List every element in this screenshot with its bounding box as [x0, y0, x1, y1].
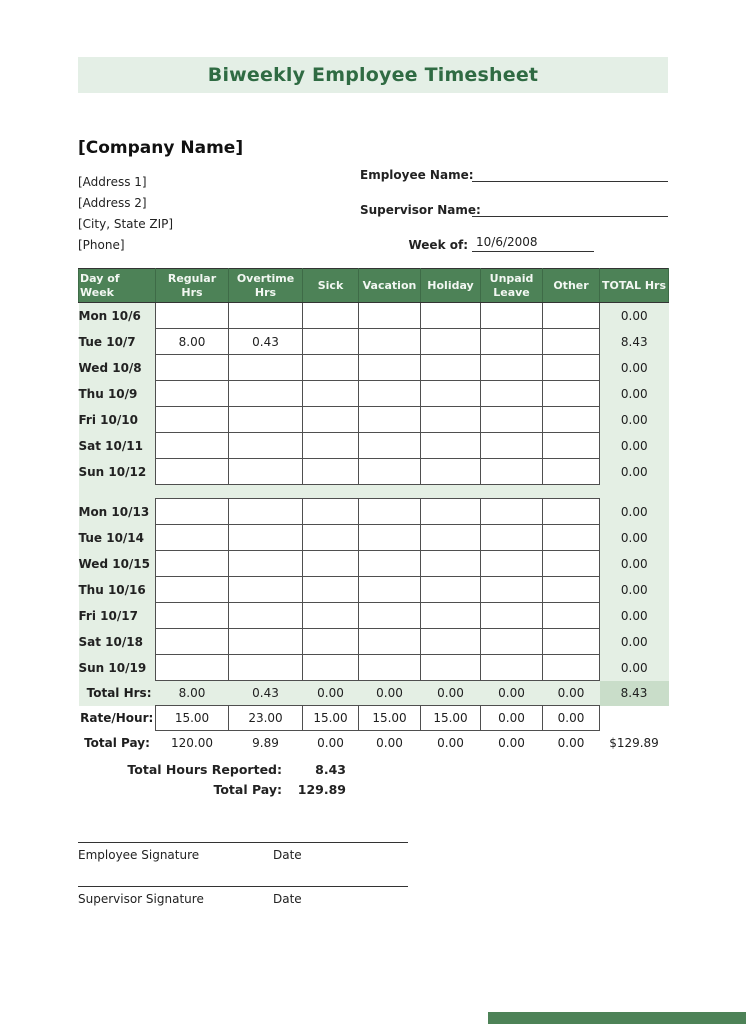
day-total: 0.00	[600, 603, 669, 629]
summary-block	[78, 760, 346, 800]
hours-cell[interactable]	[421, 603, 481, 629]
day-total: 0.00	[600, 525, 669, 551]
hours-cell[interactable]	[481, 459, 543, 485]
total-hrs-value: 0.00	[543, 681, 600, 706]
summary-total-pay-label: Total Pay:	[213, 782, 282, 797]
rate-hour-cell[interactable]: 0.00	[481, 706, 543, 731]
hours-cell[interactable]	[303, 407, 359, 433]
hours-cell[interactable]	[543, 629, 600, 655]
hours-cell[interactable]	[481, 381, 543, 407]
hours-cell[interactable]	[543, 381, 600, 407]
total-hrs-label: Total Hrs:	[79, 681, 156, 706]
hours-cell[interactable]	[481, 499, 543, 525]
signatures-block	[78, 842, 408, 930]
hours-cell[interactable]	[421, 407, 481, 433]
day-label: Thu 10/9	[79, 381, 156, 407]
hours-cell[interactable]	[421, 525, 481, 551]
day-total: 8.43	[600, 329, 669, 355]
employee-name-row	[360, 160, 668, 182]
hours-cell[interactable]	[229, 525, 303, 551]
week-gap-row	[79, 485, 669, 499]
company-phone: [Phone]	[78, 238, 125, 252]
hours-cell[interactable]	[481, 433, 543, 459]
summary-total-pay-value: 129.89	[297, 782, 346, 797]
supervisor-signature-line[interactable]	[78, 886, 408, 887]
hours-cell[interactable]	[481, 329, 543, 355]
hours-cell[interactable]	[229, 381, 303, 407]
week-gap-cell	[156, 485, 229, 499]
employee-signature-label: Employee Signature	[78, 848, 200, 862]
employee-signature-block	[78, 842, 408, 862]
day-total: 0.00	[600, 577, 669, 603]
week-gap-cell	[481, 485, 543, 499]
hours-cell[interactable]	[303, 655, 359, 681]
company-city-state-zip: [City, State ZIP]	[78, 217, 174, 231]
week-gap-cell	[229, 485, 303, 499]
table-row	[79, 577, 669, 603]
hours-cell[interactable]	[229, 459, 303, 485]
summary-total-pay-line	[78, 780, 346, 800]
employee-signature-date-label: Date	[273, 848, 302, 862]
day-total: 0.00	[600, 459, 669, 485]
hours-cell[interactable]	[229, 629, 303, 655]
table-row	[79, 407, 669, 433]
supervisor-name-row	[360, 195, 668, 217]
table-row	[79, 381, 669, 407]
hours-cell[interactable]	[421, 329, 481, 355]
hours-cell[interactable]	[543, 433, 600, 459]
hours-cell[interactable]	[359, 525, 421, 551]
hours-cell[interactable]	[359, 303, 421, 329]
rate-hour-cell[interactable]: 15.00	[156, 706, 229, 731]
hours-cell[interactable]	[481, 603, 543, 629]
hours-cell[interactable]	[229, 655, 303, 681]
hours-cell[interactable]	[481, 655, 543, 681]
day-label: Thu 10/16	[79, 577, 156, 603]
total-hrs-value: 0.00	[359, 681, 421, 706]
day-total: 0.00	[600, 655, 669, 681]
total-hrs-value: 0.00	[481, 681, 543, 706]
table-row	[79, 603, 669, 629]
company-address2: [Address 2]	[78, 196, 147, 210]
hours-cell[interactable]	[481, 525, 543, 551]
table-body	[79, 303, 669, 756]
total-hours-reported-line	[78, 760, 346, 780]
hours-cell[interactable]	[359, 459, 421, 485]
hours-cell[interactable]	[156, 577, 229, 603]
total-pay-value: 0.00	[421, 731, 481, 756]
rate-hour-cell[interactable]: 15.00	[359, 706, 421, 731]
week-gap-cell	[600, 485, 669, 499]
employee-name-label: Employee Name:	[360, 168, 474, 182]
hours-cell[interactable]	[156, 355, 229, 381]
supervisor-signature-block	[78, 886, 408, 906]
employee-name-input[interactable]	[472, 165, 668, 182]
hours-cell[interactable]	[359, 381, 421, 407]
hours-cell[interactable]	[421, 459, 481, 485]
rate-hour-cell[interactable]: 15.00	[303, 706, 359, 731]
total-pay-value: 120.00	[156, 731, 229, 756]
week-gap-cell	[303, 485, 359, 499]
total-pay-row	[79, 731, 669, 756]
day-total: 0.00	[600, 407, 669, 433]
hours-cell[interactable]	[543, 525, 600, 551]
supervisor-signature-date-label: Date	[273, 892, 302, 906]
hours-cell[interactable]	[359, 551, 421, 577]
hours-cell[interactable]	[303, 355, 359, 381]
hours-cell[interactable]	[303, 433, 359, 459]
hours-cell[interactable]	[303, 551, 359, 577]
hours-cell[interactable]	[543, 603, 600, 629]
table-row	[79, 655, 669, 681]
day-label: Fri 10/10	[79, 407, 156, 433]
total-pay-value: 0.00	[543, 731, 600, 756]
hours-cell[interactable]	[421, 381, 481, 407]
week-gap-cell	[421, 485, 481, 499]
hours-cell[interactable]	[359, 433, 421, 459]
week-of-row	[360, 230, 668, 252]
hours-cell[interactable]	[229, 499, 303, 525]
hours-cell[interactable]	[421, 655, 481, 681]
employee-signature-line[interactable]	[78, 842, 408, 843]
hours-cell[interactable]	[229, 603, 303, 629]
hours-cell[interactable]	[543, 459, 600, 485]
day-label: Tue 10/7	[79, 329, 156, 355]
hours-cell[interactable]	[303, 329, 359, 355]
total-pay-value: 9.89	[229, 731, 303, 756]
header-fields	[360, 160, 668, 265]
table-row	[79, 329, 669, 355]
day-label: Mon 10/6	[79, 303, 156, 329]
total-pay-value: 0.00	[481, 731, 543, 756]
company-name: [Company Name]	[78, 138, 244, 158]
week-of-label: Week of:	[408, 238, 468, 252]
hours-cell[interactable]	[359, 407, 421, 433]
column-header-sick: Sick	[303, 269, 359, 303]
day-total: 0.00	[600, 551, 669, 577]
hours-cell[interactable]	[156, 459, 229, 485]
week-gap-cell	[543, 485, 600, 499]
hours-cell[interactable]	[303, 577, 359, 603]
total-hrs-value: 0.43	[229, 681, 303, 706]
table-row	[79, 551, 669, 577]
footer-accent-bar	[488, 1012, 746, 1024]
hours-cell[interactable]	[421, 499, 481, 525]
column-header-unpaid-leave: Unpaid Leave	[481, 269, 543, 303]
supervisor-signature-label: Supervisor Signature	[78, 892, 204, 906]
table-row	[79, 459, 669, 485]
hours-cell[interactable]	[156, 551, 229, 577]
total-hrs-row	[79, 681, 669, 706]
hours-cell[interactable]	[303, 459, 359, 485]
timesheet-table	[78, 268, 669, 755]
hours-cell[interactable]	[156, 629, 229, 655]
day-label: Wed 10/15	[79, 551, 156, 577]
hours-cell[interactable]	[303, 381, 359, 407]
hours-cell[interactable]	[359, 655, 421, 681]
hours-cell[interactable]	[229, 303, 303, 329]
hours-cell[interactable]	[303, 303, 359, 329]
table-header	[79, 269, 669, 303]
column-header-vacation: Vacation	[359, 269, 421, 303]
day-label: Sun 10/12	[79, 459, 156, 485]
table-row	[79, 433, 669, 459]
hours-cell[interactable]	[421, 629, 481, 655]
supervisor-name-label: Supervisor Name:	[360, 203, 481, 217]
hours-cell[interactable]	[481, 407, 543, 433]
hours-cell[interactable]	[543, 329, 600, 355]
day-total: 0.00	[600, 355, 669, 381]
column-header-regular-hrs: Regular Hrs	[156, 269, 229, 303]
total-hours-reported-value: 8.43	[315, 762, 346, 777]
hours-cell[interactable]	[543, 577, 600, 603]
hours-cell[interactable]	[543, 407, 600, 433]
hours-cell[interactable]	[303, 629, 359, 655]
hours-cell[interactable]	[303, 525, 359, 551]
hours-cell[interactable]	[229, 407, 303, 433]
hours-cell[interactable]: 0.43	[229, 329, 303, 355]
hours-cell[interactable]	[229, 577, 303, 603]
day-total: 0.00	[600, 433, 669, 459]
hours-cell[interactable]	[229, 551, 303, 577]
hours-cell[interactable]	[421, 303, 481, 329]
hours-cell[interactable]	[421, 577, 481, 603]
hours-cell[interactable]	[481, 355, 543, 381]
day-total: 0.00	[600, 629, 669, 655]
total-hrs-value: 0.00	[421, 681, 481, 706]
title-bar	[78, 57, 668, 93]
day-label: Tue 10/14	[79, 525, 156, 551]
hours-cell[interactable]	[421, 551, 481, 577]
table-row	[79, 303, 669, 329]
rate-hour-cell[interactable]: 15.00	[421, 706, 481, 731]
column-header-overtime-hrs: Overtime Hrs	[229, 269, 303, 303]
hours-cell[interactable]	[359, 355, 421, 381]
hours-cell[interactable]	[543, 355, 600, 381]
hours-cell[interactable]	[156, 655, 229, 681]
total-pay-label: Total Pay:	[79, 731, 156, 756]
table-row	[79, 525, 669, 551]
day-total: 0.00	[600, 381, 669, 407]
day-total: 0.00	[600, 303, 669, 329]
hours-cell[interactable]	[156, 381, 229, 407]
hours-cell[interactable]	[156, 525, 229, 551]
hours-cell[interactable]	[229, 433, 303, 459]
day-label: Sat 10/11	[79, 433, 156, 459]
rate-hour-total	[600, 706, 669, 731]
rate-hour-label: Rate/Hour:	[79, 706, 156, 731]
table-row	[79, 629, 669, 655]
week-gap-cell	[359, 485, 421, 499]
hours-cell[interactable]	[359, 499, 421, 525]
hours-cell[interactable]	[303, 603, 359, 629]
hours-cell[interactable]	[359, 603, 421, 629]
total-pay-value: 0.00	[303, 731, 359, 756]
total-hrs-value: 8.00	[156, 681, 229, 706]
day-label: Sat 10/18	[79, 629, 156, 655]
hours-cell[interactable]	[481, 629, 543, 655]
hours-cell[interactable]	[156, 603, 229, 629]
total-hours-reported-label: Total Hours Reported:	[127, 762, 282, 777]
day-label: Wed 10/8	[79, 355, 156, 381]
hours-cell[interactable]	[359, 577, 421, 603]
total-pay-grand-total: $129.89	[600, 731, 669, 756]
page-title: Biweekly Employee Timesheet	[207, 64, 539, 86]
day-label: Mon 10/13	[79, 499, 156, 525]
hours-cell[interactable]	[543, 499, 600, 525]
hours-cell[interactable]	[481, 551, 543, 577]
company-address-block	[78, 172, 173, 256]
hours-cell[interactable]	[543, 303, 600, 329]
column-header-total-hrs: TOTAL Hrs	[600, 269, 669, 303]
hours-cell[interactable]	[359, 329, 421, 355]
company-address1: [Address 1]	[78, 175, 147, 189]
rate-hour-cell[interactable]: 23.00	[229, 706, 303, 731]
supervisor-name-input[interactable]	[472, 200, 668, 217]
hours-cell[interactable]	[156, 433, 229, 459]
day-total: 0.00	[600, 499, 669, 525]
hours-cell[interactable]: 8.00	[156, 329, 229, 355]
day-label: Sun 10/19	[79, 655, 156, 681]
hours-cell[interactable]	[421, 433, 481, 459]
hours-cell[interactable]	[229, 355, 303, 381]
total-pay-value: 0.00	[359, 731, 421, 756]
column-header-other: Other	[543, 269, 600, 303]
total-hrs-grand-total: 8.43	[600, 681, 669, 706]
table-row	[79, 355, 669, 381]
hours-cell[interactable]	[481, 303, 543, 329]
hours-cell[interactable]	[303, 499, 359, 525]
column-header-day-of-week: Day of Week	[79, 269, 156, 303]
total-hrs-value: 0.00	[303, 681, 359, 706]
hours-cell[interactable]	[156, 303, 229, 329]
rate-hour-cell[interactable]: 0.00	[543, 706, 600, 731]
column-header-holiday: Holiday	[421, 269, 481, 303]
hours-cell[interactable]	[359, 629, 421, 655]
hours-cell[interactable]	[543, 655, 600, 681]
hours-cell[interactable]	[421, 355, 481, 381]
hours-cell[interactable]	[156, 499, 229, 525]
rate-hour-row	[79, 706, 669, 731]
hours-cell[interactable]	[481, 577, 543, 603]
day-label: Fri 10/17	[79, 603, 156, 629]
table-row	[79, 499, 669, 525]
hours-cell[interactable]	[543, 551, 600, 577]
week-of-input[interactable]: 10/6/2008	[472, 235, 594, 252]
week-gap-cell	[79, 485, 156, 499]
hours-cell[interactable]	[156, 407, 229, 433]
